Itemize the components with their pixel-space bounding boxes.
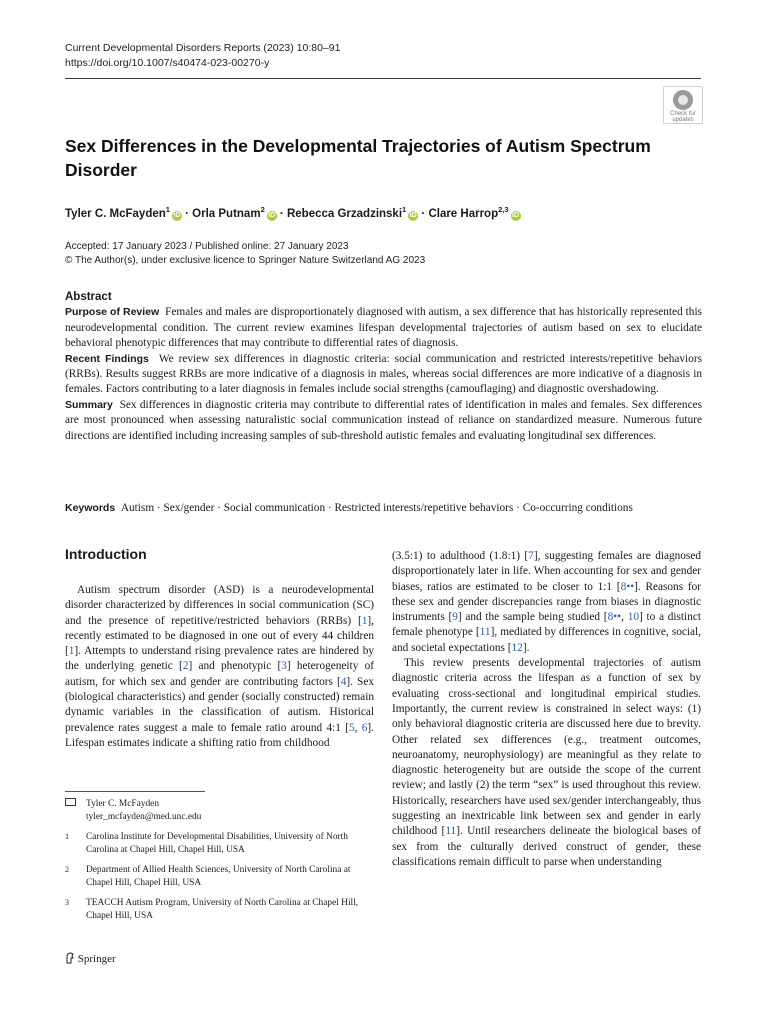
affiliation-number: 2: [65, 865, 69, 874]
findings-label: Recent Findings: [65, 352, 149, 365]
text-run: ]. Reasons for these sex and gender discrepancies range from biases in diagnostic instruments [: [392, 580, 702, 624]
springer-horse-icon: [65, 952, 75, 964]
citation-link[interactable]: 2: [182, 660, 189, 673]
journal-header: [65, 41, 340, 71]
envelope-icon: [65, 798, 76, 811]
body-paragraph: [392, 656, 701, 870]
text-run: ]. Sex (biological characteristics) and gender (socially constructed) remain dynamic variables in the classification of autism. Historical prevalence rates suggest a male to female ratio around 4:1 [: [65, 675, 374, 734]
affiliation-note: [65, 864, 374, 889]
text-run: ]. Lifespan estimates indicate a shifting ratio from childhood: [65, 721, 374, 749]
author-name[interactable]: Tyler C. McFayden: [65, 207, 166, 220]
abstract-summary: [65, 398, 702, 444]
footnote-divider: [65, 791, 205, 792]
citation-link[interactable]: 9: [452, 611, 458, 624]
text-run: ] and the sample being studied [: [457, 611, 608, 624]
author-separator: ·: [276, 207, 287, 220]
affiliation-number: 3: [65, 898, 69, 907]
author-list: [65, 202, 521, 222]
body-column-left: [65, 583, 374, 751]
text-run: ] heterogeneity of autism, for which sex and gender are contributing factors [: [65, 660, 374, 688]
orcid-icon[interactable]: iD: [268, 211, 276, 219]
abstract-purpose: [65, 305, 702, 351]
text-run: ], suggesting females are diagnosed disproportionately later in life. When accounting for sex and gender biases, ratios are estimated to be closer to 1:1 [: [392, 550, 701, 593]
keywords: [65, 501, 705, 516]
citation-link[interactable]: 4: [340, 675, 347, 688]
corresponding-author: [65, 798, 374, 823]
author-separator: ·: [181, 207, 193, 220]
body-paragraph: [392, 549, 701, 656]
publication-dates: [65, 240, 425, 268]
citation-link[interactable]: 1: [68, 645, 75, 658]
paper-title: Sex Differences in the Developmental Trajectories of Autism Spectrum Disorder: [65, 136, 651, 180]
text-run: ].: [522, 641, 530, 654]
citation-link[interactable]: 11: [445, 825, 457, 838]
accepted-published-line: Accepted: 17 January 2023 / Published online: 27 January 2023: [65, 241, 349, 252]
citation-link[interactable]: 1: [361, 614, 368, 627]
check-for-updates-badge[interactable]: [663, 86, 703, 124]
badge-line-2: updates: [672, 117, 694, 123]
contact-email[interactable]: tyler_mcfayden@med.unc.edu: [86, 811, 202, 822]
summary-label: Summary: [65, 398, 113, 411]
author-name[interactable]: Clare Harrop: [428, 207, 499, 220]
journal-citation: Current Developmental Disorders Reports (2023) 10:80–91: [65, 42, 341, 54]
text-run: ], recently estimated to be diagnosed in one out of every 44 children [: [65, 614, 374, 658]
text-run: (3.5:1) to adulthood (1.8:1) [: [392, 550, 529, 562]
citation-link[interactable]: 3: [281, 660, 287, 673]
abstract-findings: [65, 352, 702, 398]
text-run: ]. Attempts to understand rising prevalence rates are hindered by the underlying genetic [: [65, 645, 374, 673]
body-column-right: [392, 549, 701, 870]
affiliation-text: Carolina Institute for Developmental Disabilities, University of North Carolina at Chapel Hill, Chapel Hill, USA: [86, 832, 348, 855]
citation-link[interactable]: 8••: [620, 580, 635, 593]
findings-text: We review sex differences in diagnostic criteria: social communication and restricted interests/repetitive behaviors (RRBs). Results suggest RRBs are more indicative of a diagnosis in males, whereas social differences are more indicative of a diagnosis in females. Factors contributing to a later diagnosis in females include social strengths (camouflaging) and diagnostic overshadowing.: [65, 352, 702, 396]
abstract-section: [65, 290, 702, 444]
orcid-icon[interactable]: iD: [409, 211, 417, 219]
author-name[interactable]: Rebecca Grzadzinski: [286, 207, 403, 220]
purpose-text: Females and males are disproportionately diagnosed with autism, a sex difference that has historically represented this neurodevelopmental condition. The current review examines lifespan developmental trajectories of autism based on sex to elucidate behavioral phenotypic differences that may contribute to differential rates of diagnosis.: [65, 306, 702, 350]
text-run: Autism spectrum disorder (ASD) is a neurodevelopmental disorder characterized by differences in social communication (SC) and the presence of repetitive/restricted behaviors (RRBs) [: [65, 584, 374, 627]
affiliation-number: 1: [65, 832, 69, 841]
citation-link[interactable]: 11: [479, 626, 491, 639]
check-updates-icon: [673, 90, 693, 110]
affiliation-note: [65, 831, 374, 856]
text-run: ,: [621, 611, 628, 624]
text-run: ], mediated by differences in cognitive, social, and societal expectations [: [392, 626, 701, 654]
author-separator: ·: [418, 207, 429, 220]
introduction-heading: Introduction: [65, 546, 147, 562]
citation-link[interactable]: 10: [627, 611, 639, 624]
keywords-label: Keywords: [65, 502, 116, 514]
text-run: ] to a distinct female phenotype [: [392, 611, 701, 639]
abstract-heading: Abstract: [65, 291, 112, 303]
text-run: ,: [354, 721, 362, 734]
purpose-label: Purpose of Review: [65, 306, 160, 319]
header-divider: [65, 78, 701, 79]
footnotes: [65, 798, 374, 930]
citation-link[interactable]: 8••: [607, 611, 622, 624]
affiliation-note: [65, 897, 374, 922]
doi-link[interactable]: https://doi.org/10.1007/s40474-023-00270-y: [65, 57, 270, 69]
author-affiliation-mark: 2: [260, 205, 265, 214]
citation-link[interactable]: 6: [361, 721, 368, 734]
publisher-name: Springer: [77, 953, 116, 965]
citation-link[interactable]: 12: [511, 641, 523, 654]
badge-line-1: Check for: [670, 111, 696, 117]
author-name[interactable]: Orla Putnam: [192, 207, 261, 220]
text-run: This review presents developmental trajectories of autism diagnostic criteria across the lifespan as a function of sex by evaluating cross-sectional and longitudinal empirical studies. Importantly, the current review is constrained in select ways: (1) only behavioral diagnostic criteria are discussed here due to brevity. Other related sex differences (e.g., treatment outcomes, neuroanatomy, neurophysiology) are meaningful as they relate to diagnostic heterogeneity but are outside the scope of the current review; and lastly (2) the term “sex” is used throughout this review. Historically, researchers have used sex/gender interchangeably, thus suggesting an inextricable link between sex and gender in early childhood [: [392, 657, 701, 838]
affiliation-text: TEACCH Autism Program, University of North Carolina at Chapel Hill, Chapel Hill, USA: [86, 898, 359, 921]
affiliation-text: Department of Allied Health Sciences, University of North Carolina at Chapel Hill, Chapel Hill, USA: [86, 865, 351, 888]
author-affiliation-mark: 2,3: [498, 205, 509, 214]
author-affiliation-mark: 1: [165, 205, 170, 214]
orcid-icon[interactable]: iD: [173, 211, 181, 219]
citation-link[interactable]: 5: [348, 721, 355, 734]
contact-name: Tyler C. McFayden: [86, 799, 160, 809]
citation-link[interactable]: 7: [528, 550, 534, 562]
summary-text: Sex differences in diagnostic criteria may contribute to differential rates of identification in males and females. Sex differences are most pronounced when assessing naturalistic social communication instead of reliance on standardized measure. Numerous future directions are identified including increasing samples of sub-threshold autistic females and evaluating longitudinal sex differences.: [65, 398, 703, 442]
text-run: ]. Until researchers delineate the biological bases of sex from the culturally derived construct of gender, these classifications remain difficult to parse when understanding: [392, 825, 701, 868]
orcid-icon[interactable]: iD: [512, 211, 520, 219]
page-footer: [65, 952, 116, 966]
keywords-text: Autism · Sex/gender · Social communication · Restricted interests/repetitive behaviors · Co-occurring conditions: [120, 502, 633, 514]
body-paragraph: [65, 583, 374, 751]
text-run: ] and phenotypic [: [188, 660, 282, 673]
author-affiliation-mark: 1: [402, 205, 407, 214]
copyright-line: © The Author(s), under exclusive licence to Springer Nature Switzerland AG 2023: [65, 255, 426, 266]
